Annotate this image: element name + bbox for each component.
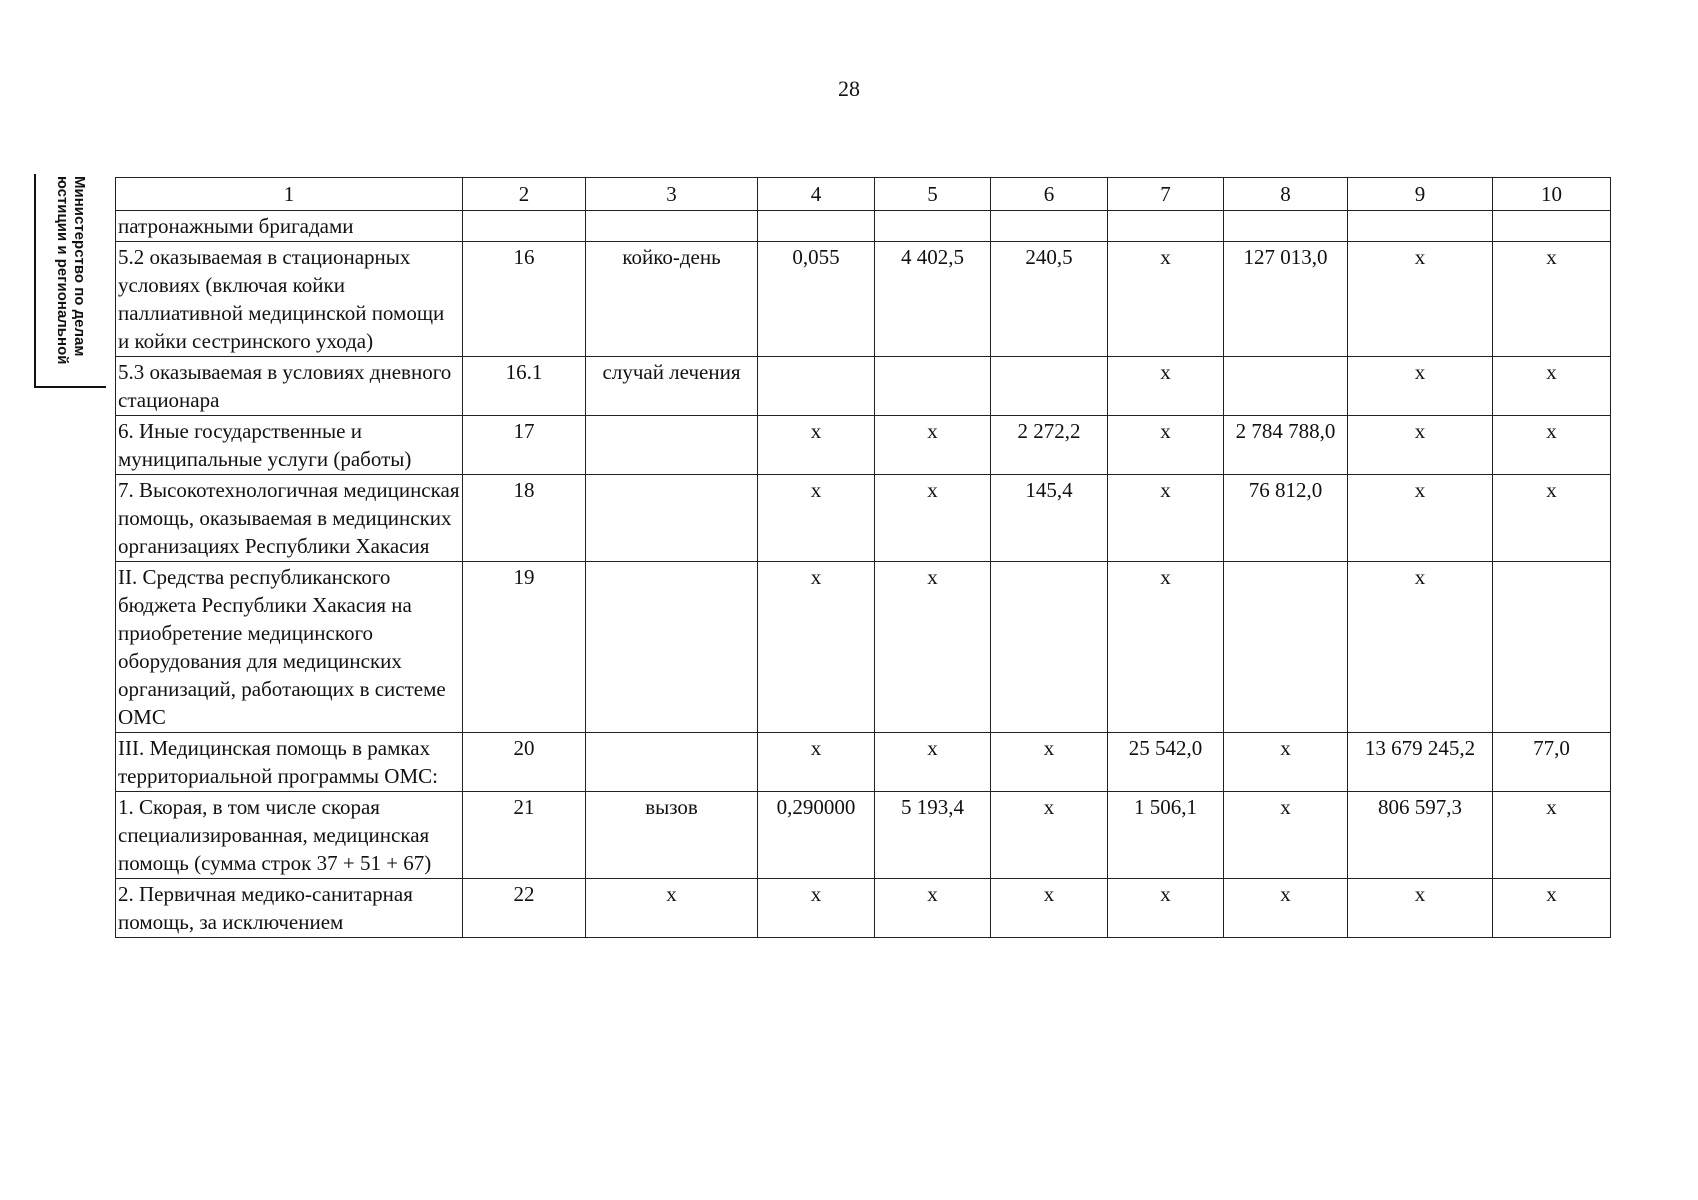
table-cell	[875, 357, 991, 416]
table-cell	[758, 357, 875, 416]
stamp-line-2: юстиции и региональной	[54, 176, 71, 365]
table-cell: случай лечения	[586, 357, 758, 416]
table-cell: 22	[463, 879, 586, 938]
table-cell: х	[758, 562, 875, 733]
table-cell	[991, 211, 1108, 242]
table-cell: х	[875, 562, 991, 733]
header-row	[116, 178, 1611, 211]
table-cell	[1224, 562, 1348, 733]
table-row	[116, 242, 1611, 357]
row-label: III. Медицинская помощь в рамках территориальной программы ОМС:	[116, 733, 463, 792]
table-cell: х	[991, 733, 1108, 792]
header-cell: 2	[463, 178, 586, 211]
table-cell	[1224, 211, 1348, 242]
page-number: 28	[838, 76, 860, 101]
row-label: 1. Скорая, в том числе скорая специализированная, медицинская помощь (сумма строк 37 + 51 + 67)	[116, 792, 463, 879]
table-cell	[875, 211, 991, 242]
table-cell: х	[1348, 357, 1493, 416]
table-cell	[991, 357, 1108, 416]
table-cell: х	[1493, 242, 1611, 357]
table-cell	[991, 562, 1108, 733]
table-cell: 127 013,0	[1224, 242, 1348, 357]
table-cell: х	[1108, 562, 1224, 733]
table-row	[116, 733, 1611, 792]
table-row	[116, 562, 1611, 733]
table-cell: х	[1108, 416, 1224, 475]
header-cell: 3	[586, 178, 758, 211]
table-cell: х	[1493, 416, 1611, 475]
table-cell: х	[1493, 357, 1611, 416]
table-row	[116, 357, 1611, 416]
table-cell	[1224, 357, 1348, 416]
table-row	[116, 416, 1611, 475]
table-cell: х	[758, 733, 875, 792]
table-cell: 2 272,2	[991, 416, 1108, 475]
table-cell: 19	[463, 562, 586, 733]
table-cell: х	[1348, 879, 1493, 938]
header-cell: 4	[758, 178, 875, 211]
table-cell: 0,290000	[758, 792, 875, 879]
table-row	[116, 792, 1611, 879]
table-cell: 76 812,0	[1224, 475, 1348, 562]
stamp-line-1: Министерство по делам	[71, 176, 88, 357]
table-cell: х	[758, 475, 875, 562]
header-cell: 7	[1108, 178, 1224, 211]
table-cell	[586, 211, 758, 242]
row-label: 2. Первичная медико-санитарная помощь, за исключением	[116, 879, 463, 938]
table-cell: 16	[463, 242, 586, 357]
table-cell	[1493, 211, 1611, 242]
table-cell	[586, 475, 758, 562]
table-cell	[1108, 211, 1224, 242]
table-cell: 240,5	[991, 242, 1108, 357]
table-cell: х	[1108, 879, 1224, 938]
row-label: 5.2 оказываемая в стационарных условиях (включая койки паллиативной медицинской помощи и койки сестринского ухода)	[116, 242, 463, 357]
table-cell: 1 506,1	[1108, 792, 1224, 879]
table-cell: х	[1348, 242, 1493, 357]
table-row	[116, 879, 1611, 938]
table-cell: х	[875, 416, 991, 475]
table-cell: х	[1493, 879, 1611, 938]
table-cell: 16.1	[463, 357, 586, 416]
table-row	[116, 475, 1611, 562]
table-row	[116, 211, 1611, 242]
header-cell: 8	[1224, 178, 1348, 211]
main-table	[115, 177, 1611, 938]
table-cell: х	[1108, 357, 1224, 416]
header-cell: 10	[1493, 178, 1611, 211]
table-cell	[586, 416, 758, 475]
table-cell: х	[1108, 475, 1224, 562]
row-label: 5.3 оказываемая в условиях дневного стационара	[116, 357, 463, 416]
table-cell: х	[1224, 733, 1348, 792]
table-cell: х	[875, 879, 991, 938]
table-cell: х	[586, 879, 758, 938]
row-label: патронажными бригадами	[116, 211, 463, 242]
table-cell	[463, 211, 586, 242]
table-cell: 77,0	[1493, 733, 1611, 792]
table-cell: х	[1108, 242, 1224, 357]
table-cell	[758, 211, 875, 242]
table-cell: х	[1348, 562, 1493, 733]
table-cell: х	[758, 416, 875, 475]
table-cell: 0,055	[758, 242, 875, 357]
table-cell: 5 193,4	[875, 792, 991, 879]
table-cell: х	[1348, 475, 1493, 562]
table-cell: х	[1493, 475, 1611, 562]
table-cell	[1493, 562, 1611, 733]
header-cell: 1	[116, 178, 463, 211]
table-cell: койко-день	[586, 242, 758, 357]
table-cell: 2 784 788,0	[1224, 416, 1348, 475]
row-label: 7. Высокотехнологичная медицинская помощь, оказываемая в медицинских организациях Республики Хакасия	[116, 475, 463, 562]
table-cell: 145,4	[991, 475, 1108, 562]
table-cell: 25 542,0	[1108, 733, 1224, 792]
table-cell: 18	[463, 475, 586, 562]
header-cell: 6	[991, 178, 1108, 211]
table-cell: х	[875, 733, 991, 792]
table-cell: х	[1348, 416, 1493, 475]
table-cell: х	[1224, 879, 1348, 938]
table-cell: х	[875, 475, 991, 562]
table-cell: х	[1493, 792, 1611, 879]
table-cell	[586, 562, 758, 733]
table-cell: 20	[463, 733, 586, 792]
side-stamp-text	[54, 176, 88, 386]
table-cell: 806 597,3	[1348, 792, 1493, 879]
table-cell: х	[991, 792, 1108, 879]
table-cell: х	[991, 879, 1108, 938]
table-cell: 4 402,5	[875, 242, 991, 357]
table-cell: 17	[463, 416, 586, 475]
table-cell: 13 679 245,2	[1348, 733, 1493, 792]
header-cell: 9	[1348, 178, 1493, 211]
table-cell: 21	[463, 792, 586, 879]
table-cell: х	[758, 879, 875, 938]
header-cell: 5	[875, 178, 991, 211]
row-label: II. Средства республиканского бюджета Республики Хакасия на приобретение медицинского оборудования для медицинских организаций, работающих в системе ОМС	[116, 562, 463, 733]
table-cell	[586, 733, 758, 792]
row-label: 6. Иные государственные и муниципальные услуги (работы)	[116, 416, 463, 475]
table-cell: вызов	[586, 792, 758, 879]
table-cell: х	[1224, 792, 1348, 879]
table-cell	[1348, 211, 1493, 242]
